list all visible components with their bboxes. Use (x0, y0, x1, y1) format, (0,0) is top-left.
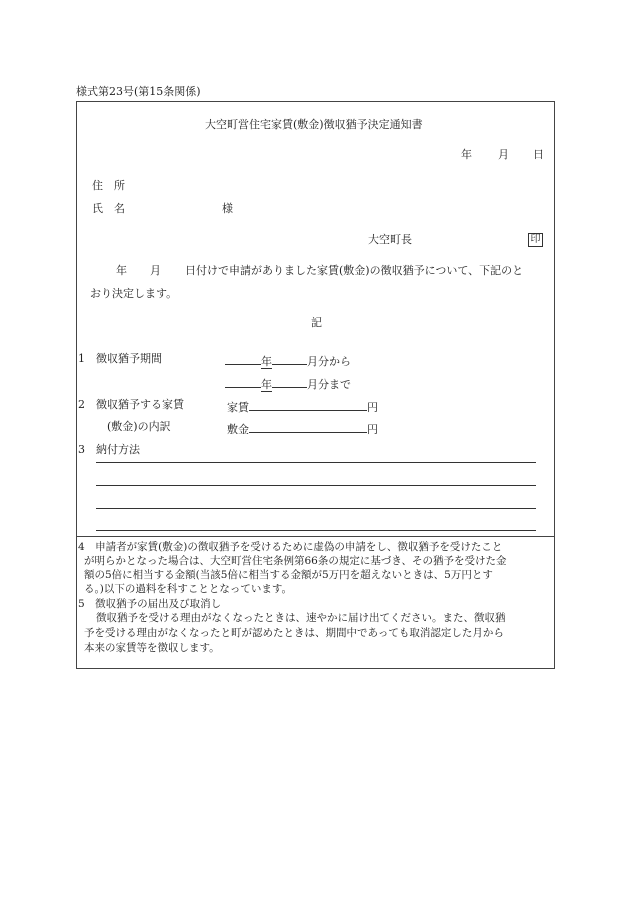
period-from (225, 353, 351, 367)
note5-line3: 本来の家賃等を徴収します。 (84, 642, 220, 654)
note4-line1: 4 申請者が家賃(敷金)の徴収猶予を受けるために虚偽の申請をし、徴収猶予を受けたこと (78, 541, 503, 553)
date-day: 日 (533, 148, 544, 161)
note5-line2: 予を受ける理由がなくなったと町が認めたときは、期間中であっても取消認定した月から (84, 627, 504, 639)
from-month-blank[interactable] (272, 353, 307, 365)
rent-yen: 円 (367, 401, 378, 414)
item1-label: 徴収猶予期間 (96, 352, 162, 365)
item2-label: 徴収猶予する家賃 (96, 398, 184, 411)
seal-stamp: 印 (528, 233, 543, 247)
deposit-label: 敷金 (227, 423, 249, 436)
to-month-blank[interactable] (272, 376, 307, 388)
from-year-label: 年 (261, 355, 272, 368)
rent-amount-blank[interactable] (249, 399, 367, 411)
notes-divider (76, 536, 555, 537)
address-label: 住 所 (92, 179, 125, 192)
note4-line3: 額の5倍に相当する金額(当該5倍に相当する金額が5万円を超えないときは、5万円とす (84, 569, 493, 581)
date-year: 年 (461, 148, 472, 161)
deposit-yen: 円 (367, 423, 378, 436)
from-year-blank[interactable] (225, 353, 261, 365)
intro-year: 年 (116, 264, 127, 277)
from-suffix: 月分から (307, 355, 351, 368)
intro-line1: 日付けで申請がありました家賃(敷金)の徴収猶予について、下記のと (185, 264, 524, 277)
deposit-amount-line (227, 421, 378, 435)
note5-heading: 5 徴収猶予の届出及び取消し (78, 598, 222, 610)
name-label: 氏 名 (92, 202, 125, 215)
issuer-title: 大空町長 (368, 233, 412, 246)
note4-line2: が明らかとなった場合は、大空町営住宅条例第66条の規定に基づき、その猶予を受けた金 (84, 555, 507, 567)
period-to (225, 376, 351, 390)
payment-line-4[interactable] (96, 530, 536, 531)
item3-number: 3 (78, 443, 85, 456)
to-year-blank[interactable] (225, 376, 261, 388)
honorific-sama: 様 (222, 202, 233, 215)
date-month: 月 (498, 148, 509, 161)
payment-line-1[interactable] (96, 462, 536, 463)
to-suffix: 月分まで (307, 378, 351, 391)
note5-line1: 徴収猶予を受ける理由がなくなったときは、速やかに届け出てください。また、徴収猶 (96, 612, 506, 624)
form-label: 様式第23号(第15条関係) (76, 85, 201, 98)
intro-month: 月 (150, 264, 161, 277)
intro-line2: おり決定します。 (90, 287, 178, 300)
document-title: 大空町営住宅家賃(敷金)徴収猶予決定通知書 (205, 118, 423, 131)
ki-heading: 記 (311, 316, 322, 329)
item1-number: 1 (78, 352, 85, 365)
item3-label: 納付方法 (96, 443, 140, 456)
to-year-label: 年 (261, 378, 272, 391)
payment-line-3[interactable] (96, 508, 536, 509)
note4-line4: る。)以下の過料を科すこととなっています。 (84, 583, 293, 595)
payment-line-2[interactable] (96, 485, 536, 486)
item2-sub-label: (敷金)の内訳 (107, 420, 171, 433)
item2-number: 2 (78, 398, 85, 411)
rent-amount-line (227, 399, 378, 413)
deposit-amount-blank[interactable] (249, 421, 367, 433)
rent-label: 家賃 (227, 401, 249, 414)
